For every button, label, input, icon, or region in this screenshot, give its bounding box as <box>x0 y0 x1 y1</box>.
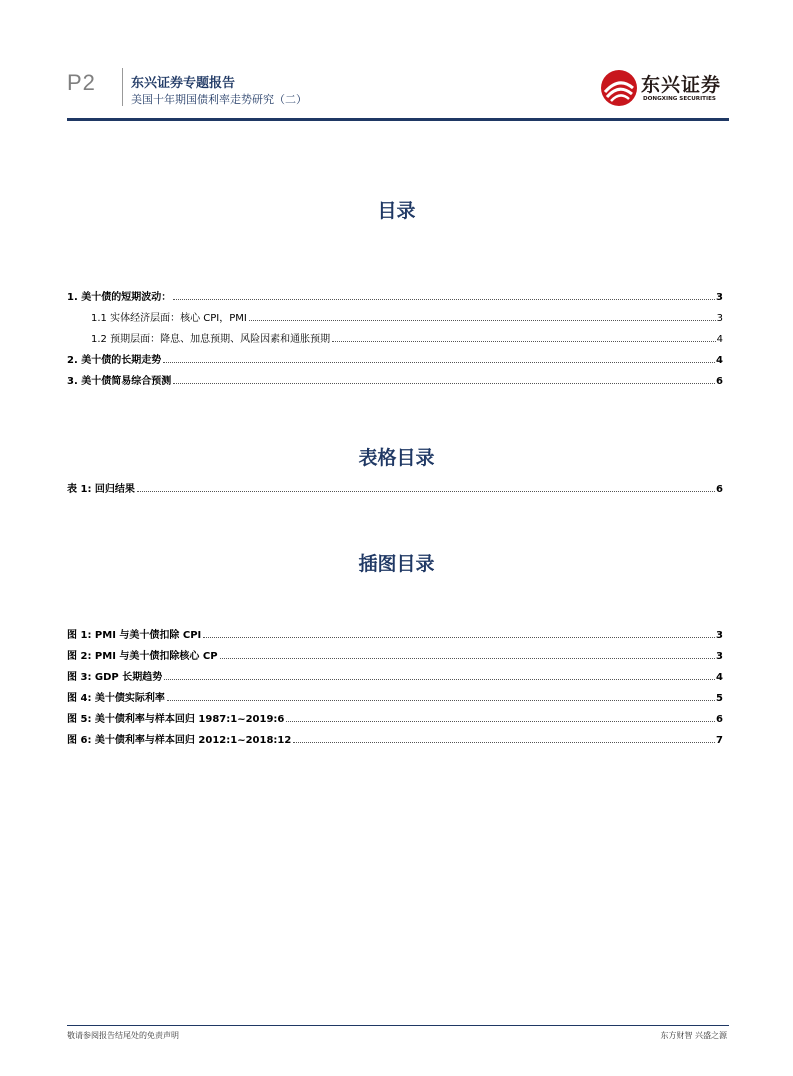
toc-entry-label: 1. 美十债的短期波动： <box>67 288 172 303</box>
header-rule <box>67 118 729 121</box>
toc-entry[interactable] <box>67 324 723 345</box>
toc-entry[interactable] <box>67 345 723 366</box>
dot-leader <box>164 678 715 680</box>
logo-english-name: DONGXING SECURITIES <box>643 96 716 102</box>
figure-entry-page: 3 <box>716 630 723 641</box>
company-logo <box>599 66 729 108</box>
toc-entry-page: 6 <box>716 376 723 387</box>
company-slogan: 东方财智 兴盛之源 <box>660 1031 727 1040</box>
figure-entry-page: 3 <box>716 651 723 662</box>
logo-chinese-name: 东兴证券 <box>641 74 722 96</box>
figure-entry-page: 7 <box>716 735 723 746</box>
tables-title: 表格目录 <box>358 447 435 469</box>
dot-leader <box>167 699 715 701</box>
figure-entry-label: 图 5: 美十债利率与样本回归 1987:1~2019:6 <box>67 710 285 725</box>
toc-entry-label: 3. 美十债简易综合预测 <box>67 372 172 387</box>
dot-leader <box>137 490 715 492</box>
logo-mark-icon <box>599 68 639 108</box>
figure-entry-page: 6 <box>716 714 723 725</box>
header-divider <box>122 68 123 106</box>
figure-entry[interactable] <box>67 725 723 746</box>
dot-leader <box>286 720 715 722</box>
dot-leader <box>173 298 715 300</box>
dot-leader <box>163 361 715 363</box>
footer-rule <box>67 1025 729 1026</box>
page-header <box>67 66 729 122</box>
disclaimer-note: 敬请参阅报告结尾处的免责声明 <box>67 1031 179 1040</box>
table-entry[interactable] <box>67 474 723 495</box>
toc-entry-page: 4 <box>716 355 723 366</box>
figure-entry[interactable] <box>67 662 723 683</box>
figure-entry-page: 5 <box>716 693 723 704</box>
page-number: P2 <box>67 70 96 95</box>
dot-leader <box>249 319 716 321</box>
toc-entry[interactable] <box>67 282 723 303</box>
figure-entry-label: 图 4: 美十债实际利率 <box>67 689 166 704</box>
figure-entry-label: 图 6: 美十债利率与样本回归 2012:1~2018:12 <box>67 731 292 746</box>
contents-title: 目录 <box>377 200 416 222</box>
figure-entry-page: 4 <box>716 672 723 683</box>
table-entry-page: 6 <box>716 484 723 495</box>
toc-entry-page: 3 <box>716 313 723 324</box>
figure-entry-label: 图 2: PMI 与美十债扣除核心 CP <box>67 647 219 662</box>
toc-entry[interactable] <box>67 303 723 324</box>
dot-leader <box>220 657 715 659</box>
dot-leader <box>332 340 716 342</box>
report-subtitle: 美国十年期国债利率走势研究（二） <box>131 93 307 106</box>
toc-entry[interactable] <box>67 366 723 387</box>
toc-entry-label: 2. 美十债的长期走势 <box>67 351 162 366</box>
figures-title: 插图目录 <box>358 553 435 575</box>
dot-leader <box>173 382 715 384</box>
toc-entry-label: 1.2 预期层面：降息、加息预期、风险因素和通胀预期 <box>91 330 331 345</box>
toc-entry-label: 1.1 实体经济层面：核心 CPI，PMI <box>91 309 248 324</box>
figure-entry-label: 图 1: PMI 与美十债扣除 CPI <box>67 626 202 641</box>
contents-list <box>67 282 723 387</box>
figure-entry[interactable] <box>67 683 723 704</box>
figure-entry[interactable] <box>67 641 723 662</box>
toc-entry-page: 4 <box>716 334 723 345</box>
toc-entry-page: 3 <box>716 292 723 303</box>
report-title: 东兴证券专题报告 <box>131 76 236 91</box>
dot-leader <box>293 741 715 743</box>
dot-leader <box>203 636 715 638</box>
table-entry-label: 表 1: 回归结果 <box>67 480 136 495</box>
figure-entry-label: 图 3: GDP 长期趋势 <box>67 668 163 683</box>
figure-entry[interactable] <box>67 704 723 725</box>
figure-entry[interactable] <box>67 620 723 641</box>
tables-list <box>67 474 723 495</box>
figures-list <box>67 620 723 746</box>
